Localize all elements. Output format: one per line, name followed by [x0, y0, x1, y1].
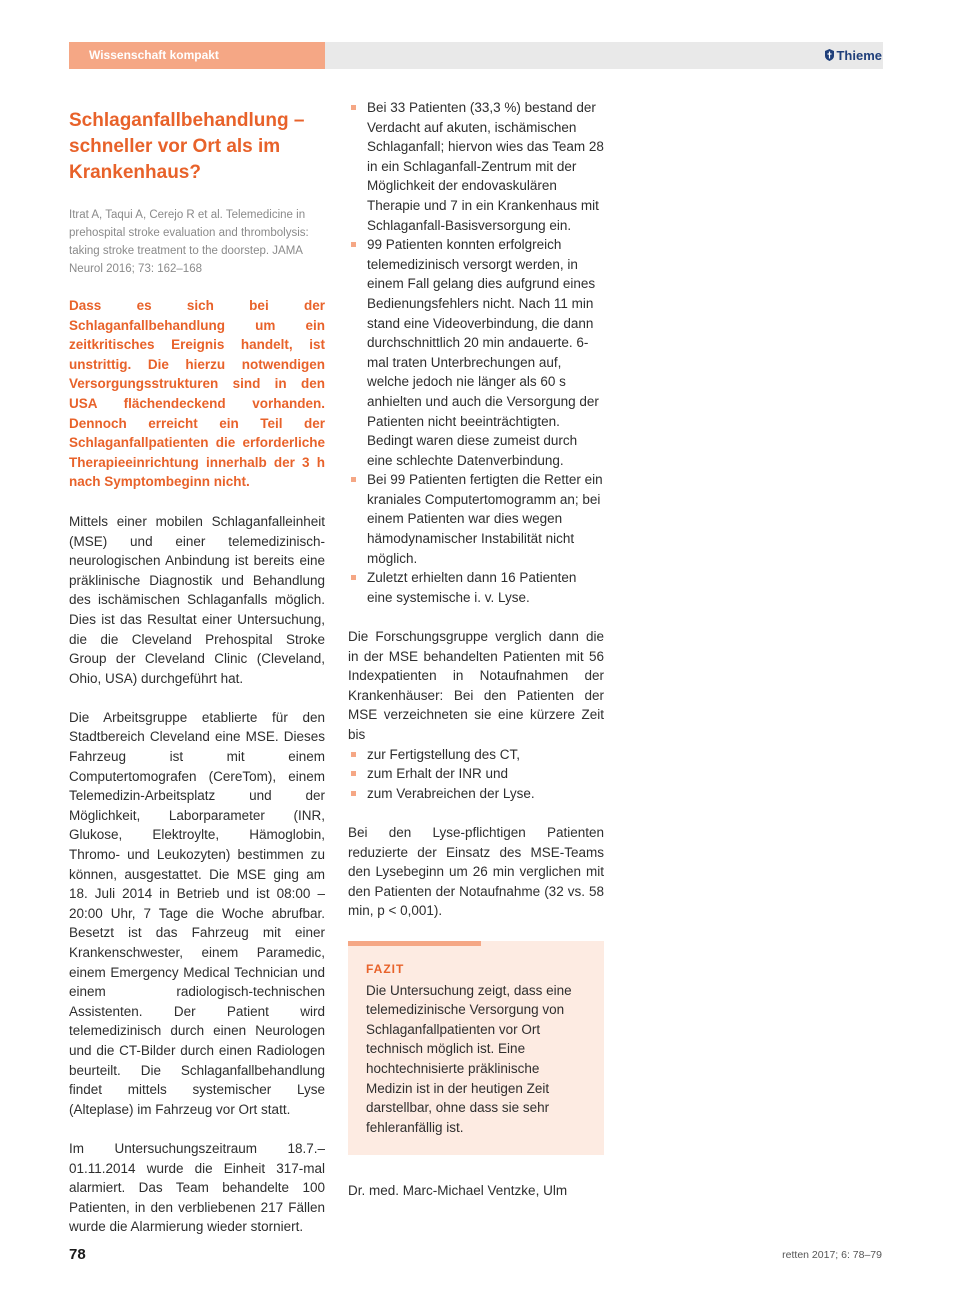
article-citation: Itrat A, Taqui A, Cerejo R et al. Telemedicine in prehospital stroke evaluation and thrombolysis: taking stroke treatment to the doorstep. JAMA Neurol 2016; 73: 162–168: [69, 209, 309, 275]
fazit-text: Die Untersuchung zeigt, dass eine telemedizinische Versorgung von Schlaganfallpatienten vor Ort technisch möglich ist. Eine hochtechnisierte präklinische Medizin ist in der heutigen Zeit darstellbar, ohne dass sie sehr fehleranfällig ist.: [366, 982, 572, 1135]
fazit-accent-line: [348, 941, 481, 946]
bullet-square-icon: [351, 575, 356, 580]
body-paragraph: Im Untersuchungszeitraum 18.7.– 01.11.2014 wurde die Einheit 317-mal alarmiert. Das Team behandelte 100 Patienten, in den verbliebenen 217 Fällen wurde die Alarmierung wieder storniert.: [69, 1140, 325, 1235]
list-item: zum Erhalt der INR und: [348, 764, 604, 784]
bullet-square-icon: [351, 752, 356, 757]
body-paragraph: Die Forschungsgruppe verglich dann die in der MSE behandelten Patienten mit 56 Indexpatienten in Notaufnahmen der Krankenhäuser: Bei den Patienten der MSE verzeichneten sie eine kürzere Zeit bis: [348, 629, 604, 742]
thieme-logo-icon: [825, 49, 834, 61]
bullet-square-icon: [351, 242, 356, 247]
body-paragraph: Mittels einer mobilen Schlaganfalleinheit (MSE) und einer telemedizinisch-neurologischen Anbindung ist bereits eine präklinische Diagnostik und Behandlung des ischämischen Schlaganfalls möglich. Dies ist das Resultat einer Untersuchung, die die Cleveland Prehospital Stroke Group der Cleveland Clinic (Cleveland, Ohio, USA) durchgeführt hat.: [69, 513, 325, 686]
list-item: zum Verabreichen der Lyse.: [348, 784, 604, 804]
list-item: 99 Patienten konnten erfolgreich telemedizinisch versorgt werden, in einem Fall gelang dies aufgrund eines Bedienungsfehlers nicht. Nach 11 min stand eine Videoverbindung, die dann durchschnittlich 20 min andauerte. 6-mal traten Unterbrechungen auf, welche jedoch nie länger als 60 s anhielten und auch die Versorgung der Patienten nicht beeinträchtigten. Bedingt waren diese zumeist durch eine schlechte Datenverbindung.: [348, 235, 604, 470]
brand-name: Thieme: [836, 48, 882, 63]
right-column: [348, 98, 604, 1201]
bullet-square-icon: [351, 771, 356, 776]
bullet-square-icon: [351, 791, 356, 796]
author-credit: Dr. med. Marc-Michael Ventzke, Ulm: [348, 1183, 568, 1199]
bullet-square-icon: [351, 477, 356, 482]
fazit-heading: FAZIT: [366, 961, 405, 976]
article-title: Schlaganfallbehandlung – schneller vor Ort als im Krankenhaus?: [69, 110, 305, 183]
comparison-list: [348, 745, 604, 804]
journal-reference: retten 2017; 6: 78–79: [782, 1249, 882, 1261]
body-paragraph: Bei den Lyse-pflichtigen Patienten reduzierte der Einsatz des MSE-Teams den Lysebeginn um 26 min verglichen mit den Patienten der Notaufnahme (32 vs. 58 min, p < 0,001).: [348, 824, 604, 919]
left-column: [69, 108, 325, 1257]
list-item: zur Fertigstellung des CT,: [348, 745, 604, 765]
article-lead: Dass es sich bei der Schlaganfallbehandlung um ein zeitkritisches Ereignis handelt, ist unstrittig. Die hierzu notwendigen Versorgungsstrukturen sind in den USA flächendeckend vorhanden. Dennoch erreicht ein Teil der Schlaganfallpatienten die erforderliche Therapieeinrichtung innerhalb der 3 h nach Symptombeginn nicht.: [69, 298, 325, 490]
page-number: 78: [69, 1246, 86, 1263]
publisher-logo: [825, 42, 882, 69]
list-item: Bei 33 Patienten (33,3 %) bestand der Verdacht auf akuten, ischämischen Schlaganfall; hiervon wies das Team 28 in ein Schlaganfall-Zentrum mit der Möglichkeit der endovaskulären Therapie und 7 in ein Krankenhaus mit Schlaganfall-Basisversorgung ein.: [348, 98, 604, 235]
body-paragraph: Die Arbeitsgruppe etablierte für den Stadtbereich Cleveland eine MSE. Dieses Fahrzeug ist mit einem Computertomografen (CereTom), einem Telemedizin-Arbeitsplatz und der Möglichkeit, Laborparameter (INR, Glukose, Elektroylte, Hämoglobin, Thromo- und Leukozyten) bestimmen zu können, ausgestattet. Die MSE ging am 18. Juli 2014 in Betrieb und ist 08:00 – 20:00 Uhr, 7 Tage die Woche abrufbar. Besetzt ist das Fahrzeug mit einer Krankenschwester, einem Paramedic, einem Emergency Medical Technician und einem radiologisch-technischen Assistenten. Der Patient wird telemedizinisch durch einen Neurologen und die CT-Bilder durch einen Radiologen beurteilt. Die Schlaganfallbehandlung findet mittels systemischer Lyse (Alteplase) im Fahrzeug vor Ort statt.: [69, 709, 325, 1117]
list-item: Bei 99 Patienten fertigten die Retter ein kraniales Computertomogramm an; bei einem Patienten war dies wegen hämodynamischer Instabilität nicht möglich.: [348, 470, 604, 568]
bullet-square-icon: [351, 105, 356, 110]
results-list: [348, 98, 604, 607]
fazit-box: [348, 941, 604, 1156]
section-label: Wissenschaft kompakt: [69, 42, 325, 69]
list-item: Zuletzt erhielten dann 16 Patienten eine systemische i. v. Lyse.: [348, 568, 604, 607]
